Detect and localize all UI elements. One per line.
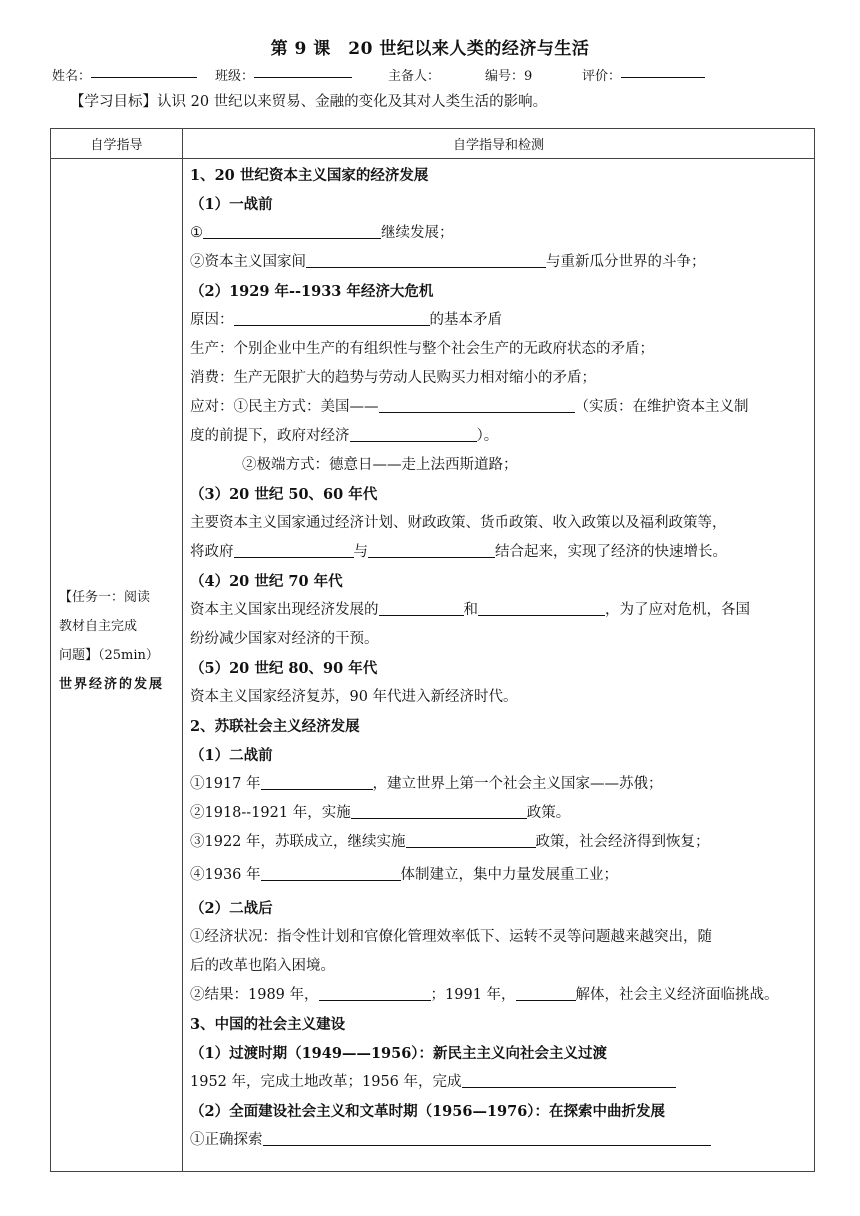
text: 政策，社会经济得到恢复； — [535, 834, 710, 850]
fill-line — [190, 248, 808, 277]
preparer-label: 主备人： — [388, 69, 441, 84]
answer-blank[interactable] — [379, 397, 575, 413]
text: 和 — [463, 602, 478, 618]
page-title: 第 9 课 20 世纪以来人类的经济与生活 — [270, 39, 590, 59]
fill-line — [190, 219, 808, 248]
name-label: 姓名： — [52, 69, 92, 84]
text: 政策。 — [526, 805, 571, 821]
subsection-heading: （1）过渡时期（1949——1956）：新民主主义向社会主义过渡 — [190, 1045, 608, 1062]
table-row — [51, 159, 815, 1172]
answer-blank[interactable] — [319, 985, 431, 1001]
text: 体制建立，集中力量发展重工业； — [400, 867, 619, 883]
subsection-heading: （3）20 世纪 50、60 年代 — [190, 486, 378, 503]
answer-blank[interactable] — [368, 542, 495, 558]
header-col-guide-test: 自学指导和检测 — [183, 129, 815, 159]
text: 资本主义国家出现经济发展的 — [190, 602, 379, 618]
fill-line — [190, 422, 808, 451]
name-blank[interactable] — [91, 65, 197, 78]
text: ③1922 年，苏联成立，继续实施 — [190, 834, 406, 850]
task-cell — [51, 159, 183, 1172]
subsection-heading: （2）全面建设社会主义和文革时期（1956—1976）：在探索中曲折发展 — [190, 1103, 666, 1120]
fill-line — [190, 538, 808, 567]
answer-blank[interactable] — [478, 600, 605, 616]
answer-blank[interactable] — [261, 865, 401, 881]
text: 1952 年，完成土地改革；1956 年，完成 — [190, 1074, 462, 1090]
text: ④1936 年 — [190, 867, 261, 883]
text-line: 生产：个别企业中生产的有组织性与整个社会生产的无政府状态的矛盾； — [190, 341, 654, 357]
evaluation-field[interactable] — [582, 65, 621, 84]
study-table — [50, 128, 815, 1172]
fill-line — [190, 596, 808, 625]
answer-blank[interactable] — [234, 542, 354, 558]
content-cell — [183, 159, 815, 1172]
learning-goal: 【学习目标】认识 20 世纪以来贸易、金融的变化及其对人类生活的影响。 — [70, 94, 548, 110]
text: 应对：①民主方式：美国—— — [190, 399, 379, 415]
text: ）。 — [476, 428, 499, 444]
table-header-row — [51, 129, 815, 159]
fill-line — [190, 1126, 808, 1155]
text-line: ①经济状况：指令性计划和官僚化管理效率低下、运转不灵等问题越来越突出，随 — [190, 929, 712, 945]
subsection-heading: （5）20 世纪 80、90 年代 — [190, 660, 378, 677]
answer-blank[interactable] — [203, 223, 381, 239]
fill-line — [190, 981, 808, 1010]
text: 度的前提下，政府对经济 — [190, 428, 350, 444]
text: ① — [190, 225, 203, 241]
text: 与 — [353, 544, 368, 560]
task-line: 问题】（25min） — [59, 648, 159, 663]
answer-blank[interactable] — [306, 252, 546, 268]
section-heading: 2、苏联社会主义经济发展 — [190, 718, 360, 735]
answer-blank[interactable] — [350, 426, 477, 442]
task-line: 【任务一：阅读 — [59, 590, 151, 605]
answer-blank[interactable] — [406, 832, 536, 848]
fill-line — [190, 770, 808, 799]
text: ，为了应对危机，各国 — [605, 602, 750, 618]
answer-blank[interactable] — [516, 985, 576, 1001]
text-line: 后的改革也陷入困境。 — [190, 958, 335, 974]
task-topic: 世界经济的发展 — [59, 677, 165, 692]
class-field[interactable] — [215, 65, 254, 84]
text-line: ②极端方式：德意日——走上法西斯道路； — [242, 457, 518, 473]
answer-blank[interactable] — [462, 1072, 676, 1088]
subsection-heading: （1）二战前 — [190, 747, 273, 764]
text: ②结果：1989 年， — [190, 987, 319, 1003]
text-line: 消费：生产无限扩大的趋势与劳动人民购买力相对缩小的矛盾； — [190, 370, 596, 386]
fill-line — [190, 393, 808, 422]
answer-blank[interactable] — [234, 310, 430, 326]
header-col-guide: 自学指导 — [51, 129, 183, 159]
text-line: 资本主义国家经济复苏，90 年代进入新经济时代。 — [190, 689, 518, 705]
answer-blank[interactable] — [261, 774, 373, 790]
text: 将政府 — [190, 544, 234, 560]
answer-blank[interactable] — [351, 803, 527, 819]
subsection-heading: （4）20 世纪 70 年代 — [190, 573, 343, 590]
text: 的基本矛盾 — [429, 312, 502, 328]
text: ①正确探索 — [190, 1132, 263, 1148]
answer-blank[interactable] — [379, 600, 464, 616]
task-line: 教材自主完成 — [59, 619, 138, 634]
text: 结合起来，实现了经济的快速增长。 — [495, 544, 727, 560]
class-blank[interactable] — [254, 65, 352, 78]
subsection-heading: （1）一战前 — [190, 196, 273, 213]
name-field[interactable] — [52, 65, 91, 84]
text: ，建立世界上第一个社会主义国家——苏俄； — [372, 776, 663, 792]
answer-blank[interactable] — [263, 1130, 711, 1146]
text-line: 纷纷减少国家对经济的干预。 — [190, 631, 379, 647]
subsection-heading: （2）二战后 — [190, 900, 273, 917]
number-label: 编号：9 — [485, 69, 533, 84]
text: （实质：在维护资本主义制 — [574, 399, 749, 415]
evaluation-label: 评价： — [582, 69, 622, 84]
text: 与重新瓜分世界的斗争； — [546, 254, 706, 270]
text: ②1918--1921 年，实施 — [190, 805, 351, 821]
fill-line — [190, 306, 808, 335]
text: 解体，社会主义经济面临挑战。 — [575, 987, 779, 1003]
fill-line — [190, 1068, 808, 1097]
fill-line — [190, 799, 808, 828]
text: 继续发展； — [381, 225, 454, 241]
fill-line — [190, 828, 808, 857]
text: ②资本主义国家间 — [190, 254, 306, 270]
text: ①1917 年 — [190, 776, 261, 792]
fill-line — [190, 861, 808, 890]
evaluation-blank[interactable] — [621, 65, 705, 78]
text: 原因： — [190, 312, 234, 328]
section-heading: 1、20 世纪资本主义国家的经济发展 — [190, 167, 429, 184]
subsection-heading: （2）1929 年--1933 年经济大危机 — [190, 283, 434, 300]
section-heading: 3、中国的社会主义建设 — [190, 1016, 346, 1033]
class-label: 班级： — [215, 69, 255, 84]
text-line: 主要资本主义国家通过经济计划、财政政策、货币政策、收入政策以及福利政策等， — [190, 515, 727, 531]
text: ；1991 年， — [430, 987, 516, 1003]
